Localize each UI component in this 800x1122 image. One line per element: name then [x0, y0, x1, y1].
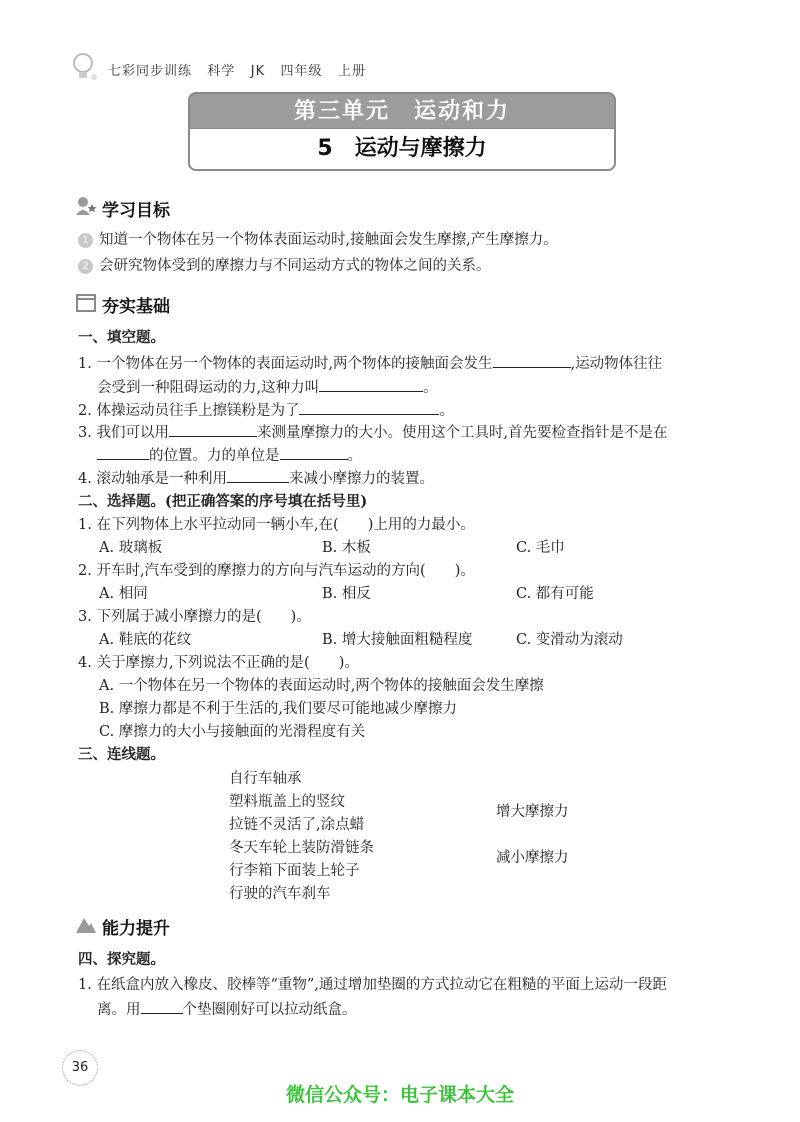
watermark-footer: 微信公众号：电子课本大全	[285, 1084, 514, 1106]
book-header: 七彩同步训练 科学 JK 四年级 上册	[108, 64, 366, 79]
heading-choice: 二、选择题。(把正确答案的序号填在括号里)	[78, 493, 368, 510]
choice-option: A. 一个物体在另一个物体的表面运动时,两个物体的接触面会发生摩擦	[99, 678, 544, 694]
choice-option: B. 摩擦力都是不利于生活的,我们要尽可能地减少摩擦力	[99, 701, 457, 717]
match-right-item: 增大摩擦力	[496, 804, 569, 820]
choice-option: C. 都有可能	[516, 586, 594, 602]
choice-option: A. 玻璃板	[99, 540, 163, 556]
match-left-item: 行李箱下面装上轮子	[229, 863, 360, 879]
number-badge: 2	[78, 259, 93, 274]
section-title-goals: 学习目标	[102, 201, 170, 221]
match-right-item: 减小摩擦力	[496, 850, 569, 866]
goal-item: 2 会研究物体受到的摩擦力与不同运动方式的物体之间的关系。	[78, 256, 491, 276]
section-title-basics: 夯实基础	[102, 297, 170, 317]
match-left-item: 拉链不灵活了,涂点蜡	[229, 817, 365, 833]
lesson-title: 5 运动与摩擦力	[188, 128, 616, 171]
goal-item: 1 知道一个物体在另一个物体表面运动时,接触面会发生摩擦,产生摩擦力。	[78, 230, 558, 250]
choice-question-2: 2. 开车时,汽车受到的摩擦力的方向与汽车运动的方向( )。	[78, 563, 475, 579]
question-fill-1-cont: 会受到一种阻碍运动的力,这种力叫 。	[97, 377, 438, 398]
choice-option: B. 相反	[322, 586, 371, 602]
heading-fill: 一、填空题。	[78, 329, 165, 346]
match-left-item: 行驶的汽车刹车	[229, 886, 331, 902]
choice-option: A. 相同	[99, 586, 148, 602]
question-fill-1: 1. 一个物体在另一个物体的表面运动时,两个物体的接触面会发生 ,运动物体往往	[78, 353, 662, 374]
choice-option: B. 增大接触面粗糙程度	[322, 632, 473, 648]
choice-option: C. 变滑动为滚动	[516, 632, 623, 648]
book-icon	[75, 293, 97, 313]
match-left-item: 自行车轴承	[229, 771, 302, 787]
heading-explore: 四、探究题。	[78, 951, 165, 968]
number-badge: 1	[78, 233, 93, 248]
choice-question-4: 4. 关于摩擦力,下列说法不正确的是( )。	[78, 655, 359, 671]
explore-question-1-cont: 离。用 个垫圈刚好可以拉动纸盒。	[97, 999, 357, 1020]
choice-question-1: 1. 在下列物体上水平拉动同一辆小车,在( )上用的力最小。	[78, 517, 475, 533]
question-fill-4: 4. 滚动轴承是一种利用 来减小摩擦力的装置。	[78, 468, 434, 489]
mountain-icon	[75, 914, 97, 934]
choice-option: B. 木板	[322, 540, 371, 556]
question-fill-2: 2. 体操运动员往手上擦镁粉是为了 。	[78, 400, 454, 421]
question-fill-3: 3. 我们可以用 来测量摩擦力的大小。使用这个工具时,首先要检查指针是不是在	[78, 422, 668, 443]
match-left-item: 冬天车轮上装防滑链条	[229, 840, 374, 856]
heading-match: 三、连线题。	[78, 746, 165, 763]
choice-option: A. 鞋底的花纹	[99, 632, 192, 648]
question-fill-3-cont: 的位置。力的单位是 。	[97, 445, 362, 466]
student-icon	[75, 196, 97, 216]
page-number: 36	[62, 1050, 98, 1086]
choice-question-3: 3. 下列属于减小摩擦力的是( )。	[78, 609, 311, 625]
choice-option: C. 摩擦力的大小与接触面的光滑程度有关	[99, 724, 366, 740]
lightbulb-icon	[72, 52, 98, 82]
explore-question-1: 1. 在纸盒内放入橡皮、胶棒等“重物”,通过增加垫圈的方式拉动它在粗糙的平面上运动一段距	[78, 977, 667, 993]
section-title-ability: 能力提升	[102, 919, 170, 939]
unit-title: 第三单元 运动和力	[188, 92, 616, 130]
choice-option: C. 毛巾	[516, 540, 565, 556]
match-left-item: 塑料瓶盖上的竖纹	[229, 794, 345, 810]
